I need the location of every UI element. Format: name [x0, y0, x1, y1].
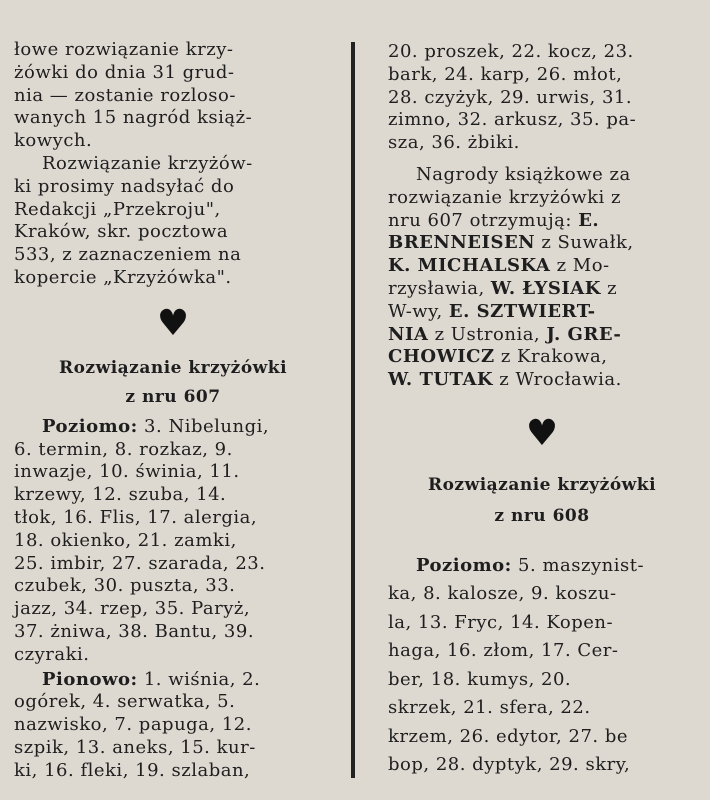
text-line: krzem, 26. edytor, 27. be [388, 725, 629, 747]
winner-name: BRENNEISEN [388, 232, 536, 254]
solution-heading-607 [14, 356, 332, 414]
winner-name: J. GRE- [546, 323, 622, 345]
down-answers-607-continued [388, 41, 696, 155]
text-line: nia — zostanie rozloso- [14, 84, 236, 106]
heading-line: z nru 607 [125, 386, 221, 407]
text-line: nazwisko, 7. papuga, 12. [14, 714, 252, 736]
text-line: 25. imbir, 27. szarada, 23. [14, 552, 266, 574]
text-line: Pionowo: 1. wiśnia, 2. [42, 668, 261, 690]
text-line: Poziomo: 3. Nibelungi, [42, 415, 270, 437]
text-line: ka, 8. kalosze, 9. koszu- [388, 583, 617, 605]
text-line: nru 607 otrzymują: E. [388, 209, 600, 231]
text-line: CHOWICZ z Krakowa, [388, 346, 608, 368]
text-line: W. TUTAK z Wrocławia. [388, 369, 622, 391]
text-line: czyraki. [14, 643, 90, 665]
text-line: kopercie „Krzyżówka". [14, 266, 232, 288]
text-line: la, 13. Fryc, 14. Kopen- [388, 611, 614, 633]
winner-name: K. MICHALSKA [388, 255, 551, 277]
text-line: Nagrody książkowe za [416, 163, 631, 185]
text-line: jazz, 34. rzep, 35. Paryż, [14, 598, 251, 620]
text-line: rozwiązanie krzyżówki z [388, 186, 622, 208]
text-line: tłok, 16. Flis, 17. alergia, [14, 506, 258, 528]
text-line: 28. czyżyk, 29. urwis, 31. [388, 86, 633, 108]
text-line: kowych. [14, 130, 93, 152]
text-line: ki, 16. fleki, 19. szlaban, [14, 759, 251, 781]
text-line: krzewy, 12. szuba, 14. [14, 484, 227, 506]
winner-name: W. TUTAK [388, 369, 494, 391]
text-line: 20. proszek, 22. kocz, 23. [388, 41, 634, 62]
text-line: W-wy, E. SZTWIERT- [388, 300, 596, 322]
text-line: 6. termin, 8. rozkaz, 9. [14, 438, 233, 460]
text-line: 37. żniwa, 38. Bantu, 39. [14, 620, 255, 642]
text-line: Poziomo: 5. maszynist- [416, 554, 645, 576]
text-line: ki prosimy nadsyłać do [14, 175, 235, 197]
text-line: szpik, 13. aneks, 15. kur- [14, 736, 256, 758]
text-line: Redakcji „Przekroju", [14, 198, 221, 220]
text-line: K. MICHALSKA z Mo- [388, 255, 610, 277]
across-answers-608 [388, 552, 696, 780]
down-answers-607 [14, 669, 332, 783]
across-answers-607 [14, 416, 332, 667]
text-line: bark, 24. karp, 26. młot, [388, 63, 623, 85]
text-line: czubek, 30. puszta, 33. [14, 575, 236, 597]
text-line: bop, 28. dyptyk, 29. skry, [388, 754, 631, 776]
text-line: sza, 36. żbiki. [388, 132, 520, 154]
down-label: Pionowo: [42, 668, 138, 690]
paragraph-deadline [14, 39, 332, 153]
text-line: 533, z zaznaczeniem na [14, 244, 242, 266]
column-divider [351, 42, 355, 778]
paragraph-instructions [14, 153, 332, 290]
winner-name: W. ŁYSIAK [490, 277, 601, 299]
across-label: Poziomo: [42, 415, 138, 437]
solution-heading-608 [388, 472, 696, 534]
text-line: BRENNEISEN z Suwałk, [388, 232, 634, 254]
text-line: żówki do dnia 31 grud- [14, 61, 235, 83]
heading-line: Rozwiązanie krzyżówki [427, 474, 657, 495]
heading-line: z nru 608 [494, 505, 590, 526]
winner-name: E. SZTWIERT- [448, 300, 596, 322]
text-line: Kraków, skr. pocztowa [14, 221, 229, 243]
text-line: inwazje, 10. świnia, 11. [14, 461, 240, 483]
text-line: haga, 16. złom, 17. Cer- [388, 640, 619, 662]
across-label: Poziomo: [416, 554, 512, 576]
text-line: skrzek, 21. sfera, 22. [388, 697, 591, 719]
text-line: ogórek, 4. serwatka, 5. [14, 691, 236, 713]
text-line: łowe rozwiązanie krzy- [14, 39, 234, 60]
prize-winners [388, 164, 696, 392]
text-line: NIA z Ustronia, J. GRE- [388, 323, 622, 345]
right-column [388, 0, 696, 780]
text-line: rzysławia, W. ŁYSIAK z [388, 277, 618, 299]
heading-line: Rozwiązanie krzyżówki [58, 357, 288, 378]
left-column [14, 0, 332, 783]
heart-icon: ♥ [156, 302, 190, 344]
text-line: Rozwiązanie krzyżów- [42, 152, 253, 174]
text-line: wanych 15 nagród książ- [14, 107, 253, 129]
heart-icon: ♥ [525, 412, 559, 454]
text-line: 18. okienko, 21. zamki, [14, 529, 237, 551]
text-line: zimno, 32. arkusz, 35. pa- [388, 109, 637, 131]
text-line: ber, 18. kumys, 20. [388, 668, 572, 690]
